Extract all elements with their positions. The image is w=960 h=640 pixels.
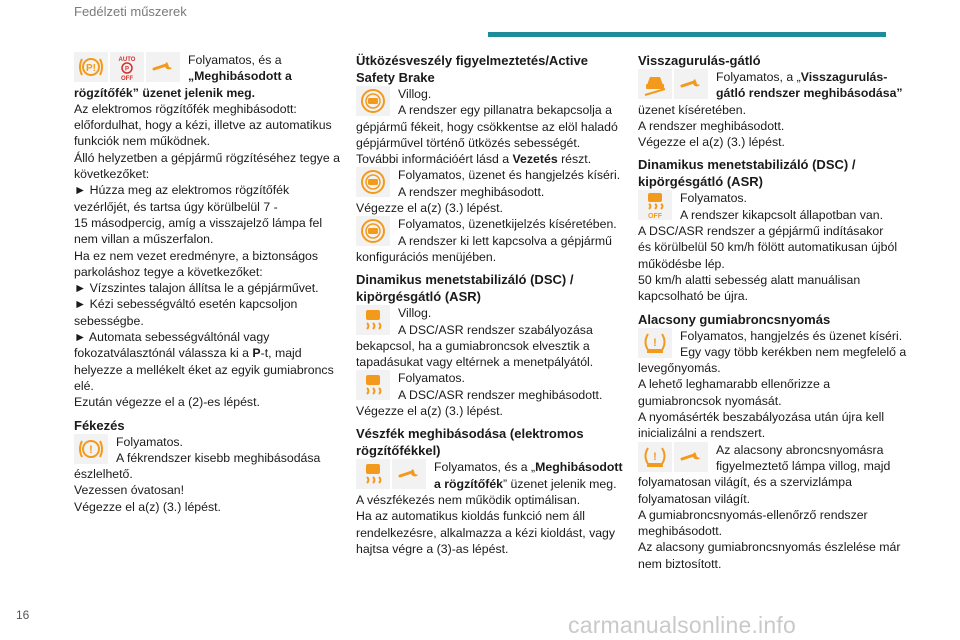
text-line: 50 km/h alatti sebesség alatt manuálisan <box>638 272 861 287</box>
text-line: Álló helyzetben a gépjármű rögzítéséhez tegye a <box>74 150 340 165</box>
collision-side-6: A rendszer ki lett kapcsolva a gépjármű <box>398 233 612 248</box>
text-line: Az alacsony gumiabroncsnyomás észlelése már <box>638 540 901 555</box>
text-line: tapadásukat vagy eltérnek a menetpályától. <box>356 355 594 370</box>
text-line: üzenet kíséretében. <box>638 102 747 117</box>
text-line: A lehető leghamarabb ellenőrizze a <box>638 377 831 392</box>
text-line: Végezze el a(z) (3.) lépést. <box>356 201 503 216</box>
text-line: Ha az automatikus kioldás funkció nem áll <box>356 509 585 524</box>
text-line: 15 másodpercig, amíg a visszajelző lámpa fel <box>74 215 323 230</box>
page-number: 16 <box>16 608 30 622</box>
svg-text:P!: P! <box>86 63 96 74</box>
watermark: carmanualsonline.info <box>568 612 796 638</box>
collision-block-3 <box>356 216 626 249</box>
text-line: Ezután végezze el a (2)-es lépést. <box>74 395 260 410</box>
text-line: Végezze el a(z) (3.) lépést. <box>638 135 785 150</box>
section-heading-dsc-2: kipörgésgátló (ASR) <box>638 174 763 190</box>
text-line: bekapcsol, ha a gumiabroncsok elvesztik a <box>356 338 590 353</box>
text-line: kapcsolható be újra. <box>638 289 749 304</box>
text-line: parkoláshoz tegye a következőket: <box>74 264 263 279</box>
text-line: elé. <box>74 378 94 393</box>
header-title: Fedélzeti műszerek <box>74 4 187 19</box>
dsc-side-2: A DSC/ASR rendszer szabályozása <box>398 322 593 337</box>
column-3 <box>638 52 910 572</box>
section-heading-dsc: Dinamikus menetstabilizáló (DSC) / <box>356 272 574 288</box>
text-line: gépjármű fékeit, hogy csökkentse az elöl haladó <box>356 119 618 134</box>
tyre-side-4: figyelmeztető lámpa villog, majd <box>716 458 891 473</box>
text-line: működésbe lép. <box>638 256 725 271</box>
collision-side-1: Villog. <box>398 87 432 101</box>
collision-side-2: A rendszer egy pillanatra bekapcsolja a <box>398 103 612 118</box>
hill-hold-block <box>638 69 910 102</box>
svg-text:OFF: OFF <box>648 213 662 220</box>
collision-side-3: Folyamatos, üzenet és hangjelzés kíséri. <box>398 168 621 183</box>
column-1 <box>74 52 344 515</box>
tyre-side-2: Egy vagy több kerékben nem megfelelő a <box>680 344 907 359</box>
text-line: nem biztosított. <box>638 556 722 571</box>
text-line: Vezessen óvatosan! <box>74 483 185 498</box>
text-line: A vészfékezés nem működik optimálisan. <box>356 492 581 507</box>
text-line: funkciók nem működnek. <box>74 134 211 149</box>
wrench-icon <box>146 52 180 82</box>
wrench-icon <box>674 69 708 99</box>
brake-warning-icon <box>74 434 108 464</box>
text-line: rendelkezésre, alkalmazza a kézi kioldást, vagy <box>356 525 616 540</box>
section-heading-collision: Ütközésveszély figyelmeztetés/Active <box>356 53 588 68</box>
collision-block-1 <box>356 86 626 119</box>
text-line: A nyomásérték beszabályozása után újra kell <box>638 410 885 425</box>
eba-block <box>356 459 626 492</box>
svg-text:AUTO: AUTO <box>118 57 136 63</box>
hill-hold-side-1: Folyamatos, a „Visszagurulás- <box>716 70 888 84</box>
text-line: sebességbe. <box>74 313 144 328</box>
svg-text:!: ! <box>653 450 657 463</box>
text-line: rögzítőfék” üzenet jelenik meg. <box>74 85 256 100</box>
collision-side-4: A rendszer meghibásodott. <box>398 184 545 199</box>
brake-warning-block <box>74 434 344 467</box>
dsc-side-3: Folyamatos. <box>398 371 465 386</box>
text-line: ► Kézi sebességváltó esetén kapcsoljon <box>74 297 298 312</box>
brake-side-2: A fékrendszer kisebb meghibásodása <box>116 450 321 465</box>
eba-side-1: Folyamatos, és a „Meghibásodott <box>434 460 623 475</box>
collision-side-5: Folyamatos, üzenetkijelzés kíséretében. <box>398 217 617 232</box>
tyre-pressure-icon <box>638 442 672 472</box>
dsc-block-1 <box>356 305 626 338</box>
text-line: gumiabroncsok nyomását. <box>638 393 782 408</box>
skidding-car-icon <box>356 305 390 335</box>
text-line: ► Húzza meg az elektromos rögzítőfék <box>74 183 290 198</box>
dsc-block-2 <box>356 370 626 403</box>
text-line: ► Vízszintes talajon állítsa le a gépjárművet. <box>74 281 319 296</box>
tyre-block-1 <box>638 328 910 361</box>
text-line: inicializálni a rendszert. <box>638 426 766 441</box>
text-line: hajtsa végre a (3)-as lépést. <box>356 541 509 556</box>
wrench-icon <box>674 442 708 472</box>
section-heading-dsc: Dinamikus menetstabilizáló (DSC) / <box>638 157 856 173</box>
section-heading-brake: Fékezés <box>74 417 125 433</box>
text-line: előfordulhat, hogy a kézi, illetve az automatikus <box>74 118 332 133</box>
hill-start-car-icon <box>638 69 672 99</box>
text-line: folyamatosan világít. <box>638 491 751 506</box>
dsc-side-4: A DSC/ASR rendszer meghibásodott. <box>398 387 603 402</box>
svg-text:!: ! <box>89 443 93 456</box>
wrench-icon <box>392 459 426 489</box>
collision-warning-icon <box>356 167 390 197</box>
text-line: és körülbelül 50 km/h fölött automatikusan újból <box>638 240 898 255</box>
text-line: Végezze el a(z) (3.) lépést. <box>356 404 503 419</box>
text-line: helyezze a mellékelt éket az egyik gumiabroncs <box>74 362 334 377</box>
text-line: levegőnyomás. <box>638 361 721 376</box>
tyre-block-2 <box>638 442 910 475</box>
skidding-car-icon <box>356 459 390 489</box>
dsc-off-icon <box>638 190 672 220</box>
eba-side-2: a rögzítőfék” üzenet jelenik meg. <box>434 476 617 491</box>
dsc-off-side-2: A rendszer kikapcsolt állapotban van. <box>680 207 884 222</box>
epb-warning-block <box>74 52 344 85</box>
text-line: fokozatválasztónál válassza ki a P-t, majd <box>74 346 302 361</box>
skidding-car-icon <box>356 370 390 400</box>
text-line: folyamatosan világít, és a szervizlámpa <box>638 475 852 490</box>
text-line: A gumiabroncsnyomás-ellenőrző rendszer <box>638 507 868 522</box>
text-line: Az elektromos rögzítőfék meghibásodott: <box>74 101 297 116</box>
text-line: nem villan a műszerfalon. <box>74 232 214 247</box>
tyre-pressure-icon <box>638 328 672 358</box>
column-2 <box>356 52 626 557</box>
dsc-off-block <box>638 190 910 223</box>
text-line: következőket: <box>74 167 150 182</box>
section-heading-hill-hold: Visszagurulás-gátló <box>638 53 761 68</box>
text-line: A DSC/ASR rendszer a gépjármű indításakor <box>638 224 884 239</box>
dsc-off-side-1: Folyamatos. <box>680 191 747 206</box>
svg-text:P: P <box>124 66 130 73</box>
text-line: ► Automata sebességváltónál vagy <box>74 330 270 345</box>
dsc-side-1: Villog. <box>398 306 432 321</box>
svg-text:OFF: OFF <box>121 76 133 81</box>
section-heading-dsc-2: kipörgésgátló (ASR) <box>356 289 481 305</box>
collision-off-icon <box>356 216 390 246</box>
auto-off-icon <box>110 52 144 82</box>
text-line: gépjárművel történő ütközés sebességét. <box>356 135 581 150</box>
text-line: Ha ez nem vezet eredményre, a biztonságos <box>74 248 319 263</box>
collision-block-2 <box>356 167 626 200</box>
tyre-side-1: Folyamatos, hangjelzés és üzenet kíséri. <box>680 328 903 343</box>
section-heading-eba: Vészfék meghibásodása (elektromos <box>356 426 584 442</box>
tyre-side-3: Az alacsony abroncsnyomásra <box>716 442 884 457</box>
text-line: A rendszer meghibásodott. <box>638 118 785 133</box>
section-heading-tyre: Alacsony gumiabroncsnyomás <box>638 311 831 327</box>
text-line: Végezze el a(z) (3.) lépést. <box>74 499 221 514</box>
hill-hold-side-2: gátló rendszer meghibásodása” <box>716 86 903 101</box>
parking-brake-icon <box>74 52 108 82</box>
text-line: További információért lásd a Vezetés részt. <box>356 152 592 167</box>
collision-warning-icon <box>356 86 390 116</box>
brake-side-1: Folyamatos. <box>116 434 183 449</box>
text-line: konfigurációs menüjében. <box>356 249 497 264</box>
section-heading-collision-2: Safety Brake <box>356 70 435 85</box>
epb-side-2: „Meghibásodott a <box>188 69 292 84</box>
svg-text:!: ! <box>653 336 657 349</box>
epb-side-1: Folyamatos, és a <box>188 53 282 67</box>
header-rule <box>488 32 886 37</box>
text-line: meghibásodott. <box>638 524 723 539</box>
text-line: vezérlőjét, és tartsa úgy körülbelül 7 - <box>74 199 278 214</box>
section-heading-eba-2: rögzítőfékkel) <box>356 443 441 459</box>
text-line: észlelhető. <box>74 467 133 482</box>
